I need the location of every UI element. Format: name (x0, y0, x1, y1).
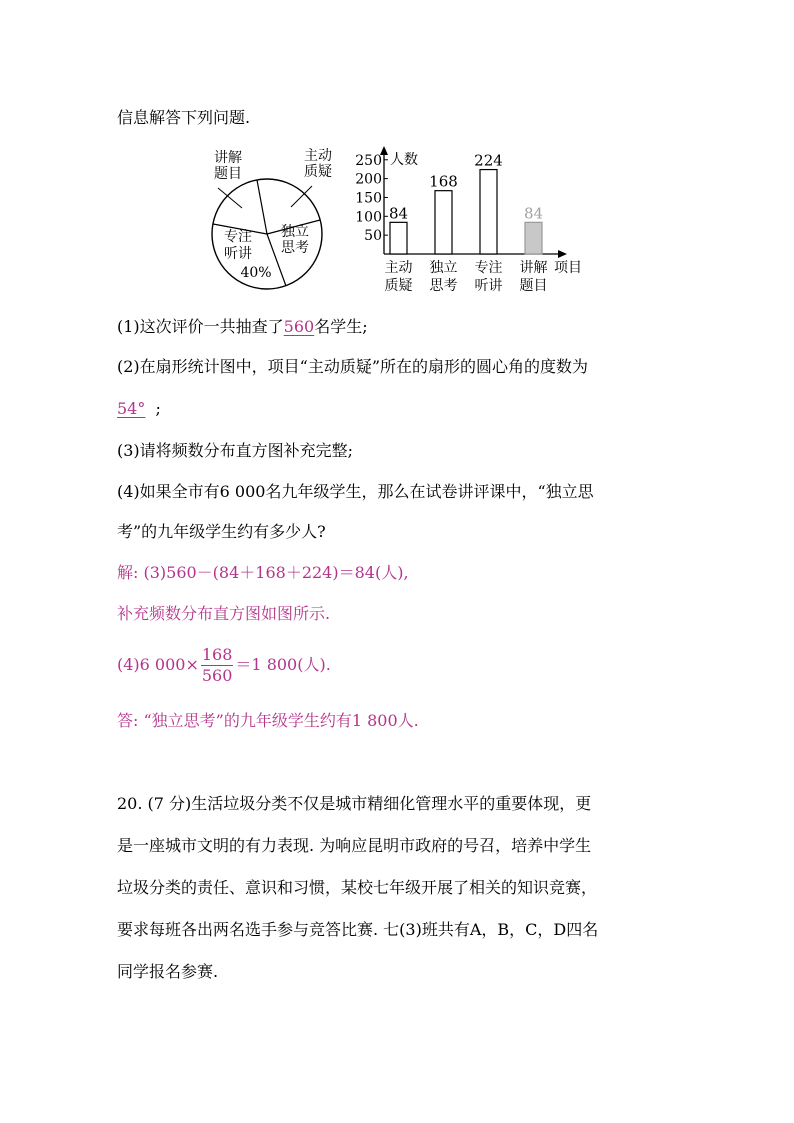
question-4-line2: 考”的九年级学生约有多少人? (117, 522, 326, 541)
y-tick-label: 100 (355, 209, 382, 226)
bar (390, 222, 407, 254)
category-label: 独立 (429, 260, 458, 276)
category-label: 主动 (384, 260, 413, 276)
problem-20-line2: 是一座城市文明的有力表现. 为响应昆明市政府的号召，培养中学生 (117, 836, 592, 855)
pie-label: 专注听讲 (224, 229, 252, 262)
category-label: 听讲 (474, 278, 503, 294)
problem-20-line3: 垃圾分类的责任、意识和习惯，某校七年级开展了相关的知识竞赛， (117, 878, 598, 897)
y-tick-label: 50 (364, 228, 382, 245)
pie-label: 主动质疑 (304, 148, 332, 180)
problem-20-line5: 同学报名参赛. (117, 962, 219, 981)
pie-chart (200, 140, 340, 290)
solution-line-3: (4)6 000× $\frac{168}{560}$ ＝1 800(人). (117, 645, 331, 685)
bar-value-label: 168 (429, 172, 458, 191)
fraction: $\frac{168}{560}$ (201, 645, 233, 685)
bar (435, 191, 452, 254)
bar-value-label: 84 (388, 204, 409, 223)
solution-line-2: 补充频数分布直方图如图所示. (117, 604, 331, 623)
bar-value-label: 224 (474, 151, 503, 170)
question-4-line1: (4)如果全市有6 000名九年级学生，那么在试卷讲评课中，“独立思 (117, 482, 594, 501)
bar-chart (340, 142, 600, 300)
bar-value-label: 84 (523, 204, 544, 223)
question-2: (2)在扇形统计图中，项目“主动质疑”所在的扇形的圆心角的度数为 (117, 357, 589, 376)
y-tick-label: 150 (355, 190, 382, 207)
pie-label: 独立思考 (281, 224, 309, 256)
y-tick-label: 250 (355, 152, 382, 169)
x-axis-label: 项目 (554, 260, 582, 276)
bar (525, 222, 542, 254)
question-1: (1)这次评价一共抽查了560名学生; (117, 317, 368, 336)
pie-divider (257, 180, 267, 234)
category-label: 讲解 (519, 260, 548, 276)
y-axis-label: 人数 (390, 152, 418, 168)
intro-text: 信息解答下列问题. (117, 108, 251, 127)
problem-20-line4: 要求每班各出两名选手参与竞答比赛. 七(3)班共有A，B，C，D四名 (117, 920, 599, 939)
category-label: 题目 (519, 278, 548, 294)
pie-label: 讲解题目 (214, 150, 242, 182)
answer-blank-1: 560 (283, 317, 315, 336)
category-label: 质疑 (384, 278, 413, 294)
question-2-answer-line: 54° ; (117, 399, 161, 418)
category-label: 专注 (474, 260, 503, 276)
question-3: (3)请将频数分布直方图补充完整; (117, 441, 354, 460)
pie-leader-line (218, 188, 242, 208)
category-label: 思考 (429, 278, 458, 294)
pie-leader-line (291, 186, 312, 207)
answer-line: 答: “独立思考”的九年级学生约有1 800人. (117, 711, 419, 730)
pie-percent-label: 40% (240, 265, 272, 281)
solution-line-1: 解: (3)560－(84＋168＋224)＝84(人), (117, 563, 409, 582)
bar (480, 170, 497, 254)
answer-blank-2: 54° (117, 399, 146, 418)
y-tick-label: 200 (355, 171, 382, 188)
problem-20-line1: 20. (7 分)生活垃圾分类不仅是城市精细化管理水平的重要体现，更 (117, 794, 592, 813)
x-axis-arrow (558, 250, 567, 258)
